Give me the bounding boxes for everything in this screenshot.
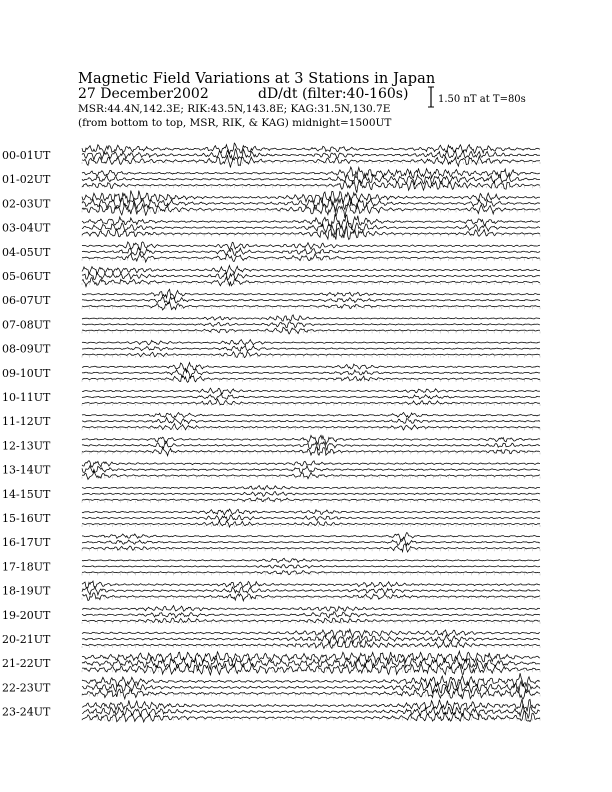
trace-msr	[82, 461, 540, 468]
row-label: 00-01UT	[2, 149, 51, 162]
trace-rik	[82, 322, 540, 328]
row-label: 05-06UT	[2, 270, 51, 283]
chart-filter: dD/dt (filter:40-160s)	[258, 86, 409, 102]
trace-rik	[82, 612, 540, 618]
row-label: 10-11UT	[2, 391, 51, 404]
trace-msr	[82, 699, 540, 711]
trace-msr	[82, 581, 540, 587]
trace-msr	[82, 167, 540, 178]
trace-kag	[82, 202, 540, 218]
row-label: 15-16UT	[2, 512, 51, 525]
trace-rik	[82, 220, 540, 235]
row-label: 22-23UT	[2, 681, 51, 695]
trace-rik	[82, 537, 540, 545]
trace-rik	[82, 587, 540, 595]
row-label: 21-22UT	[2, 657, 51, 671]
trace-msr	[82, 340, 540, 345]
row-label: 19-20UT	[2, 608, 51, 622]
trace-rik	[82, 635, 540, 644]
trace-msr	[82, 413, 540, 419]
row-label: 23-24UT	[2, 705, 51, 719]
trace-rik	[82, 393, 540, 399]
trace-msr	[82, 242, 540, 250]
station-coordinates: MSR:44.4N,142.3E; RIK:43.5N,143.8E; KAG:31.5N,130.7E	[78, 103, 391, 115]
row-label: 17-18UT	[2, 560, 51, 574]
trace-msr	[82, 388, 540, 394]
trace-msr	[82, 143, 540, 154]
chart-date: 27 December2002	[78, 86, 209, 102]
trace-rik	[82, 369, 540, 379]
trace-rik	[82, 565, 540, 569]
trace-rik	[82, 297, 540, 304]
trace-rik	[82, 345, 540, 351]
trace-order-note: (from bottom to top, MSR, RIK, & KAG) midnight=1500UT	[78, 117, 392, 129]
row-label: 16-17UT	[2, 536, 51, 550]
trace-rik	[82, 515, 540, 521]
row-label: 07-08UT	[2, 318, 51, 332]
trace-kag	[82, 155, 540, 168]
row-label: 08-09UT	[2, 342, 51, 356]
trace-rik	[82, 272, 540, 280]
scale-bar	[428, 87, 434, 107]
trace-rik	[82, 441, 540, 450]
trace-rik	[82, 197, 540, 212]
row-label: 20-21UT	[2, 633, 51, 646]
trace-msr	[82, 315, 540, 321]
trace-msr	[82, 486, 540, 490]
row-label: 02-03UT	[2, 197, 51, 211]
trace-msr	[82, 673, 540, 688]
row-label: 01-02UT	[2, 173, 51, 187]
row-label: 14-15UT	[2, 487, 51, 501]
trace-rik	[82, 492, 540, 497]
row-label: 03-04UT	[2, 221, 51, 235]
trace-msr	[82, 265, 540, 274]
trace-kag	[82, 277, 540, 287]
trace-kag	[82, 399, 540, 405]
trace-msr	[82, 435, 540, 444]
trace-rik	[82, 466, 540, 473]
trace-rik	[82, 681, 540, 694]
trace-rows	[2, 143, 540, 722]
row-label: 11-12UT	[2, 415, 51, 429]
row-label: 06-07UT	[2, 294, 51, 308]
trace-msr	[82, 558, 540, 562]
trace-msr	[82, 629, 540, 638]
trace-rik	[82, 418, 540, 425]
trace-msr	[82, 533, 540, 541]
row-label: 09-10UT	[2, 366, 51, 380]
trace-msr	[82, 289, 540, 298]
trace-msr	[82, 191, 540, 207]
row-label: 13-14UT	[2, 463, 51, 477]
row-label: 12-13UT	[2, 439, 51, 453]
row-label: 18-19UT	[2, 584, 51, 598]
trace-msr	[82, 509, 540, 515]
trace-msr	[82, 606, 540, 612]
scale-bar-label: 1.50 nT at T=80s	[438, 94, 526, 105]
chart-title: Magnetic Field Variations at 3 Stations in Japan	[78, 71, 436, 87]
trace-msr	[82, 363, 540, 372]
row-label: 04-05UT	[2, 245, 51, 259]
